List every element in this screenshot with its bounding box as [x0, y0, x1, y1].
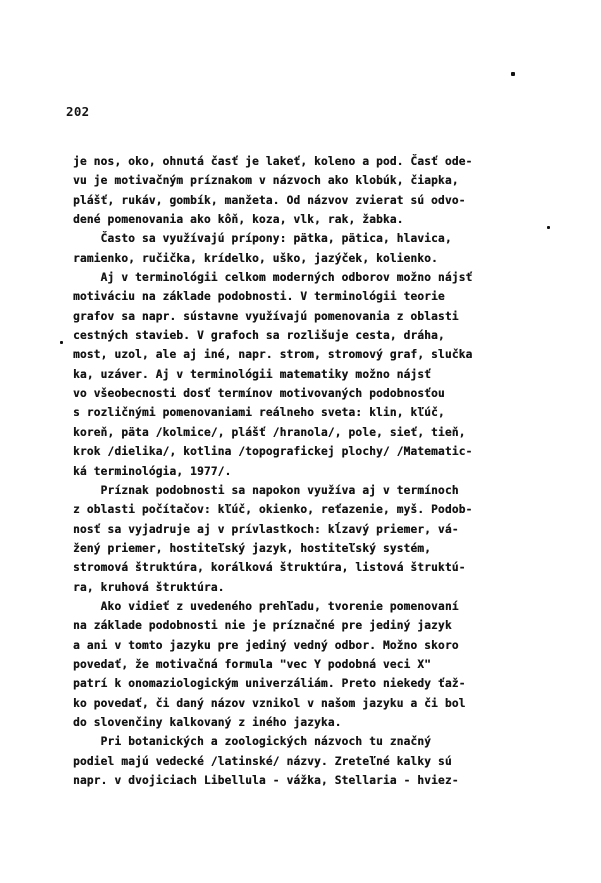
text-line: na základe podobnosti nie je príznačné pre jediný jazyk — [73, 619, 452, 633]
text-line: motiváciu na základe podobnosti. V terminológii teorie — [73, 290, 445, 304]
text-line: podiel majú vedecké /latinské/ názvy. Zreteľné kalky sú — [73, 754, 452, 768]
text-line: ra, kruhová štruktúra. — [73, 580, 225, 594]
text-line: grafov sa napr. sústavne využívajú pomenovania z oblasti — [73, 309, 459, 323]
text-line: a ani v tomto jazyku pre jediný vedný odbor. Možno skoro — [73, 638, 459, 652]
text-line: Pri botanických a zoologických názvoch tu značný — [73, 735, 432, 749]
text-line: s rozličnými pomenovaniami reálneho sveta: klin, kľúč, — [73, 406, 445, 420]
text-line: ka, uzáver. Aj v terminológii matematiky možno nájsť — [73, 367, 432, 381]
text-line: koreň, päta /kolmice/, plášť /hranola/, pole, sieť, tieň, — [73, 425, 466, 439]
text-line: žený priemer, hostiteľský jazyk, hostiteľský systém, — [73, 541, 432, 555]
text-line: ká terminológia, 1977/. — [73, 464, 232, 478]
text-line: z oblasti počítačov: kľúč, okienko, reťazenie, myš. Podob- — [73, 503, 473, 517]
text-line: Často sa využívajú prípony: pätka, pätica, hlavica, — [73, 232, 452, 246]
text-line: Ako vidieť z uvedeného prehľadu, tvorenie pomenovaní — [73, 599, 459, 613]
text-line: povedať, že motivačná formula "vec Y podobná veci X" — [73, 657, 432, 671]
text-line: do slovenčiny kalkovaný z iného jazyka. — [73, 715, 342, 729]
text-line: ramienko, ručička, krídelko, uško, jazýček, kolienko. — [73, 251, 438, 265]
text-line: most, uzol, ale aj iné, napr. strom, stromový graf, slučka — [73, 348, 473, 362]
text-line: dené pomenovania ako kôň, koza, vlk, rak, žabka. — [73, 213, 404, 227]
scan-mark-top — [511, 72, 515, 76]
text-line: cestných stavieb. V grafoch sa rozlišuje cesta, dráha, — [73, 329, 445, 343]
text-line: krok /dielika/, kotlina /topografickej plochy/ /Matematic- — [73, 445, 473, 459]
text-line: plášť, rukáv, gombík, manžeta. Od názvov zvierat sú odvo- — [73, 193, 466, 207]
scan-mark-right — [547, 226, 550, 229]
scan-mark-left — [60, 341, 63, 344]
text-line: ko povedať, či daný názov vznikol v našom jazyku a či bol — [73, 696, 466, 710]
text-line: vu je motivačným príznakom v názvoch ako klobúk, čiapka, — [73, 174, 459, 188]
text-line: Príznak podobnosti sa napokon využíva aj v termínoch — [73, 483, 459, 497]
text-line: je nos, oko, ohnutá časť je lakeť, koleno a pod. Časť ode- — [73, 155, 473, 168]
text-line: nosť sa vyjadruje aj v prívlastkoch: kĺzavý priemer, vá- — [73, 522, 459, 536]
text-line: Aj v terminológii celkom moderných odborov možno nájsť — [73, 271, 473, 285]
text-line: vo všeobecnosti dosť termínov motivovaných podobnosťou — [73, 387, 445, 401]
page-number: 202 — [66, 104, 90, 119]
text-line: stromová štruktúra, korálková štruktúra, listová štruktú- — [73, 561, 466, 575]
text-line: patrí k onomaziologickým univerzáliám. Preto niekedy ťaž- — [73, 677, 466, 691]
text-line: napr. v dvojiciach Libellula - vážka, Stellaria - hviez- — [73, 774, 459, 787]
body-text — [73, 152, 543, 790]
